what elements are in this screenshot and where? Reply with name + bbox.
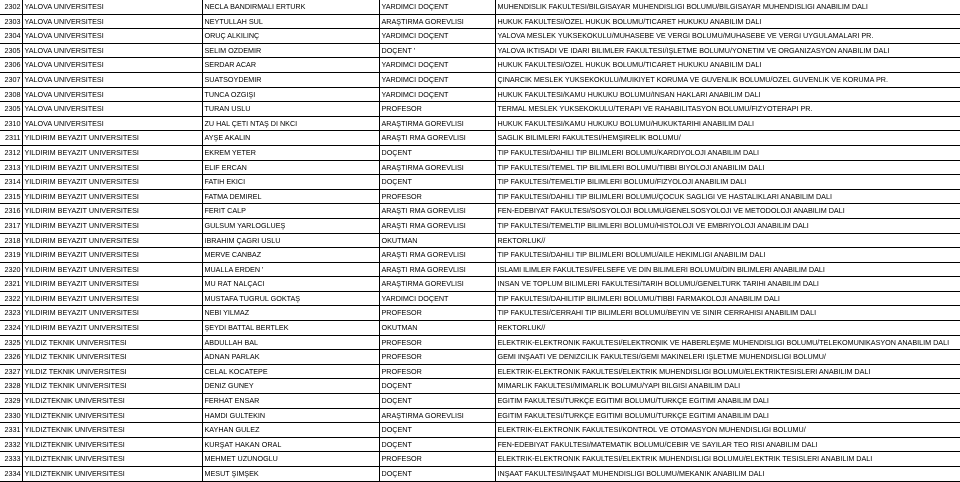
table-row	[0, 335, 960, 350]
table-row	[0, 233, 960, 248]
academic-title-cell: ARAŞTIRMA GOREVLISI	[379, 277, 495, 292]
row-number-cell: 2320	[0, 262, 22, 277]
university-cell: YILDIZTEKNIK UNIVERSITESI	[22, 394, 202, 409]
department-cell: GEMI INŞAATI VE DENIZCILIK FAKULTESI/GEMI MAKINELERI IŞLETME MUHENDISLIGI BOLUMU/	[495, 350, 960, 365]
table-row	[0, 452, 960, 467]
row-number-cell: 2312	[0, 145, 22, 160]
table-row	[0, 102, 960, 117]
person-name-cell: GULSUM YARLOGLUEŞ	[202, 218, 379, 233]
academic-title-cell: ARAŞTI RMA GOREVLISI	[379, 204, 495, 219]
row-number-cell: 2305	[0, 102, 22, 117]
academic-title-cell: OKUTMAN	[379, 233, 495, 248]
person-name-cell: HAMDI GULTEKIN	[202, 408, 379, 423]
university-cell: YILDIRIM BEYAZIT UNIVERSITESI	[22, 145, 202, 160]
university-cell: YILDIZTEKNIK UNIVERSITESI	[22, 452, 202, 467]
university-cell: YALOVA UNIVERSITESI	[22, 116, 202, 131]
academic-title-cell: DOÇENT '	[379, 43, 495, 58]
person-name-cell: TUNCA OZGIŞI	[202, 87, 379, 102]
row-number-cell: 2334	[0, 467, 22, 482]
table-row	[0, 175, 960, 190]
department-cell: YALOVA MESLEK YUKSEKOKULU/MUHASEBE VE VERGI BOLUMU/MUHASEBE VE VERGI UYGULAMALARI PR.	[495, 29, 960, 44]
table-row	[0, 277, 960, 292]
person-name-cell: MERVE CANBAZ	[202, 248, 379, 263]
row-number-cell: 2316	[0, 204, 22, 219]
university-cell: YILDIRIM BEYAZIT UNIVERSITESI	[22, 189, 202, 204]
table-row	[0, 408, 960, 423]
person-name-cell: ZU HAL ÇETI NTAŞ DI NKCI	[202, 116, 379, 131]
table-row	[0, 218, 960, 233]
department-cell: TIP FAKULTESI/TEMELTIP BILIMLERI BOLUMU/FIZYOLOJI ANABILIM DALI	[495, 175, 960, 190]
row-number-cell: 2327	[0, 364, 22, 379]
row-number-cell: 2308	[0, 87, 22, 102]
academic-title-cell: YARDIMCI DOÇENT	[379, 291, 495, 306]
university-cell: YALOVA UNIVERSITESI	[22, 87, 202, 102]
person-name-cell: KAYHAN GULEZ	[202, 423, 379, 438]
academic-title-cell: DOÇENT	[379, 175, 495, 190]
university-cell: YILDIZTEKNIK UNIVERSITESI	[22, 423, 202, 438]
department-cell: TIP FAKULTESI/TEMELTIP BILIMLERI BOLUMU/HISTOLOJI VE EMBRIYOLOJI ANABILIM DALI	[495, 218, 960, 233]
department-cell: ELEKTRIK-ELEKTRONIK FAKULTESI/ELEKTRIK MUHENDISLIGI BOLUMU/ELEKTRIKTESISLERI ANABILIM DALI	[495, 364, 960, 379]
department-cell: TIP FAKULTESI/DAHILI TIP BILIMLERI BOLUMU/ÇOCUK SAGLIGI VE HASTALIKLARI ANABILIM DALI	[495, 189, 960, 204]
academic-title-cell: PROFESOR	[379, 102, 495, 117]
academic-title-cell: PROFESOR	[379, 350, 495, 365]
person-name-cell: CELAL KOCATEPE	[202, 364, 379, 379]
person-name-cell: DENIZ GUNEY	[202, 379, 379, 394]
academic-title-cell: DOÇENT	[379, 394, 495, 409]
academic-title-cell: DOÇENT	[379, 437, 495, 452]
academic-title-cell: PROFESOR	[379, 306, 495, 321]
person-name-cell: FATIH EKICI	[202, 175, 379, 190]
table-row	[0, 43, 960, 58]
department-cell: TIP FAKULTESI/DAHILITIP BILIMLERI BOLUMU/TIBBI FARMAKOLOJI ANABILIM DALI	[495, 291, 960, 306]
row-number-cell: 2305	[0, 43, 22, 58]
table-row	[0, 437, 960, 452]
academic-title-cell: PROFESOR	[379, 335, 495, 350]
department-cell: YALOVA IKTISADI VE IDARI BILIMLER FAKULTESI/IŞLETME BOLUMU/YONETIM VE ORGANIZASYON ANABILIM DALI	[495, 43, 960, 58]
department-cell: TIP FAKULTESI/DAHILI TIP BILIMLERI BOLUMU/AILE HEKIMLIGI ANABILIM DALI	[495, 248, 960, 263]
person-name-cell: NECLA BANDIRMALI ERTURK	[202, 0, 379, 14]
academic-title-cell: DOÇENT	[379, 467, 495, 482]
person-name-cell: ELIF ERCAN	[202, 160, 379, 175]
row-number-cell: 2322	[0, 291, 22, 306]
table-row	[0, 364, 960, 379]
person-name-cell: MESUT ŞIMŞEK	[202, 467, 379, 482]
department-cell: EGITIM FAKULTESI/TURKÇE EGITIMI BOLUMU/TURKÇE EGITIMI ANABILIM DALI	[495, 408, 960, 423]
person-name-cell: KURŞAT HAKAN ORAL	[202, 437, 379, 452]
row-number-cell: 2302	[0, 0, 22, 14]
row-number-cell: 2330	[0, 408, 22, 423]
person-name-cell: ADNAN PARLAK	[202, 350, 379, 365]
university-cell: YILDIRIM BEYAZIT UNIVERSITESI	[22, 160, 202, 175]
row-number-cell: 2321	[0, 277, 22, 292]
table-row	[0, 87, 960, 102]
row-number-cell: 2323	[0, 306, 22, 321]
department-cell: TIP FAKULTESI/TEMEL TIP BILIMLERI BOLUMU/TIBBI BIYOLOJI ANABILIM DALI	[495, 160, 960, 175]
department-cell: ISLAMI ILIMLER FAKULTESI/FELSEFE VE DIN BILIMLERI BOLUMU/DIN BILIMLERI ANABILIM DALI	[495, 262, 960, 277]
table-row	[0, 394, 960, 409]
person-name-cell: EKREM YETER	[202, 145, 379, 160]
academic-title-cell: DOÇENT	[379, 145, 495, 160]
row-number-cell: 2318	[0, 233, 22, 248]
row-number-cell: 2307	[0, 72, 22, 87]
university-cell: YILDIZTEKNIK UNIVERSITESI	[22, 467, 202, 482]
table-row	[0, 204, 960, 219]
academic-title-cell: YARDIMCI DOÇENT	[379, 72, 495, 87]
university-cell: YALOVA UNIVERSITESI	[22, 29, 202, 44]
person-name-cell: SUATSOYDEMIR	[202, 72, 379, 87]
university-cell: YILDIRIM BEYAZIT UNIVERSITESI	[22, 321, 202, 336]
row-number-cell: 2324	[0, 321, 22, 336]
row-number-cell: 2303	[0, 14, 22, 29]
university-cell: YILDIRIM BEYAZIT UNIVERSITESI	[22, 291, 202, 306]
university-cell: YILDIRIM BEYAZIT UNIVERSITESI	[22, 233, 202, 248]
university-cell: YALOVA UNIVERSITESI	[22, 14, 202, 29]
table-row	[0, 291, 960, 306]
person-name-cell: IBRAHIM ÇAGRI USLU	[202, 233, 379, 248]
academic-title-cell: DOÇENT	[379, 379, 495, 394]
department-cell: TERMAL MESLEK YUKSEKOKULU/TERAPI VE RAHABILITASYON BOLUMU/FIZYOTERAPI PR.	[495, 102, 960, 117]
academic-title-cell: YARDIMCI DOÇENT	[379, 29, 495, 44]
row-number-cell: 2314	[0, 175, 22, 190]
table-row	[0, 131, 960, 146]
table-row	[0, 116, 960, 131]
university-cell: YILDIZTEKNIK UNIVERSITESI	[22, 437, 202, 452]
table-row	[0, 350, 960, 365]
table-row	[0, 262, 960, 277]
department-cell: HUKUK FAKULTESI/OZEL HUKUK BOLUMU/TICARET HUKUKU ANABILIM DALI	[495, 58, 960, 73]
person-name-cell: MEHMET UZUNOGLU	[202, 452, 379, 467]
person-name-cell: SELIM OZDEMIR	[202, 43, 379, 58]
academic-title-cell: ARAŞTIRMA GOREVLISI	[379, 14, 495, 29]
row-number-cell: 2310	[0, 116, 22, 131]
department-cell: EGITIM FAKULTESI/TURKÇE EGITIMI BOLUMU/TURKÇE EGITIMI ANABILIM DALI	[495, 394, 960, 409]
row-number-cell: 2325	[0, 335, 22, 350]
department-cell: ELEKTRIK-ELEKTRONIK FAKULTESI/KONTROL VE OTOMASYON MUHENDISLIGI BOLUMU/	[495, 423, 960, 438]
academic-title-cell: PROFESOR	[379, 364, 495, 379]
person-name-cell: MU RAT NALÇACI	[202, 277, 379, 292]
academic-title-cell: YARDIMCI DOÇENT	[379, 58, 495, 73]
university-cell: YILDIRIM BEYAZIT UNIVERSITESI	[22, 175, 202, 190]
university-cell: YILDIZ TEKNIK UNIVERSITESI	[22, 350, 202, 365]
person-name-cell: ŞEYDI BATTAL BERTLEK	[202, 321, 379, 336]
table-row	[0, 306, 960, 321]
department-cell: SAGLIK BILIMLERI FAKULTESI/HEMŞIRELIK BOLUMU/	[495, 131, 960, 146]
person-name-cell: ORUÇ ALKILINÇ	[202, 29, 379, 44]
person-name-cell: MUALLA ERDEN '	[202, 262, 379, 277]
table-row	[0, 0, 960, 14]
row-number-cell: 2328	[0, 379, 22, 394]
table-row	[0, 58, 960, 73]
university-cell: YILDIRIM BEYAZIT UNIVERSITESI	[22, 277, 202, 292]
table-row	[0, 14, 960, 29]
department-cell: MIMARLIK FAKULTESI/MIMARLIK BOLUMU/YAPI BILGISI ANABILIM DALI	[495, 379, 960, 394]
department-cell: FEN-EDEBIYAT FAKULTESI/MATEMATIK BOLUMU/CEBIR VE SAYILAR TEO RISI ANABILIM DALI	[495, 437, 960, 452]
row-number-cell: 2319	[0, 248, 22, 263]
row-number-cell: 2313	[0, 160, 22, 175]
table-row	[0, 423, 960, 438]
department-cell: INŞAAT FAKULTESI/INŞAAT MUHENDISLIGI BOLUMU/MEKANIK ANABILIM DALI	[495, 467, 960, 482]
row-number-cell: 2329	[0, 394, 22, 409]
university-cell: YALOVA UNIVERSITESI	[22, 0, 202, 14]
row-number-cell: 2317	[0, 218, 22, 233]
university-cell: YILDIZ TEKNIK UNIVERSITESI	[22, 364, 202, 379]
person-name-cell: ABDULLAH BAL	[202, 335, 379, 350]
academic-title-cell: ARAŞTIRMA GOREVLISI	[379, 160, 495, 175]
academic-title-cell: PROFESOR	[379, 189, 495, 204]
academic-title-cell: ARAŞTI RMA GOREVLISI	[379, 262, 495, 277]
table-row	[0, 72, 960, 87]
row-number-cell: 2326	[0, 350, 22, 365]
university-cell: YILDIRIM BEYAZIT UNIVERSITESI	[22, 218, 202, 233]
row-number-cell: 2306	[0, 58, 22, 73]
university-cell: YILDIZ TEKNIK UNIVERSITESI	[22, 379, 202, 394]
table-row	[0, 248, 960, 263]
department-cell: INSAN VE TOPLUM BILIMLERI FAKULTESI/TARIH BOLUMU/GENELTURK TARIHI ANABILIM DALI	[495, 277, 960, 292]
academic-title-cell: OKUTMAN	[379, 321, 495, 336]
university-cell: YALOVA UNIVERSITESI	[22, 43, 202, 58]
person-name-cell: NEBI YILMAZ	[202, 306, 379, 321]
university-cell: YILDIRIM BEYAZIT UNIVERSITESI	[22, 131, 202, 146]
university-cell: YILDIRIM BEYAZIT UNIVERSITESI	[22, 262, 202, 277]
university-cell: YILDIRIM BEYAZIT UNIVERSITESI	[22, 204, 202, 219]
academic-title-cell: PROFESOR	[379, 452, 495, 467]
academic-title-cell: ARAŞTI RMA GOREVLISI	[379, 218, 495, 233]
row-number-cell: 2331	[0, 423, 22, 438]
department-cell: HUKUK FAKULTESI/KAMU HUKUKU BOLUMU/INSAN HAKLARI ANABILIM DALI	[495, 87, 960, 102]
academic-title-cell: YARDIMCI DOÇENT	[379, 87, 495, 102]
department-cell: MUHENDISLIK FAKULTESI/BILGISAYAR MUHENDISLIGI BOLUMU/BILGISAYAR MUHENDISLIGI ANABILIM DALI	[495, 0, 960, 14]
department-cell: ELEKTRIK-ELEKTRONIK FAKULTESI/ELEKTRONIK VE HABERLEŞME MUHENDISLIGI BOLUMU/TELEKOMUNIKASYON ANABILIM DALI	[495, 335, 960, 350]
department-cell: REKTORLUK//	[495, 233, 960, 248]
academic-title-cell: ARAŞTI RMA GOREVLISI	[379, 131, 495, 146]
department-cell: TIP FAKULTESI/CERRAHI TIP BILIMLERI BOLUMU/BEYIN VE SINIR CERRAHISI ANABILIM DALI	[495, 306, 960, 321]
person-name-cell: AYŞE AKALIN	[202, 131, 379, 146]
person-name-cell: FERHAT ENSAR	[202, 394, 379, 409]
department-cell: ELEKTRIK-ELEKTRONIK FAKULTESI/ELEKTRIK MUHENDISLIGI BOLUMU/ELEKTRIK TESISLERI ANABILIM DALI	[495, 452, 960, 467]
university-cell: YILDIZ TEKNIK UNIVERSITESI	[22, 335, 202, 350]
department-cell: ÇINARCIK MESLEK YUKSEKOKULU/MUIKIYET KORUMA VE GUVENLIK BOLUMU/OZEL GUVENLIK VE KORUMA PR.	[495, 72, 960, 87]
table-row	[0, 160, 960, 175]
person-name-cell: SERDAR ACAR	[202, 58, 379, 73]
person-name-cell: FERIT CALP	[202, 204, 379, 219]
row-number-cell: 2333	[0, 452, 22, 467]
university-cell: YALOVA UNIVERSITESI	[22, 102, 202, 117]
person-name-cell: MUSTAFA TUGRUL GOKTAŞ	[202, 291, 379, 306]
table-row	[0, 189, 960, 204]
academic-title-cell: DOÇENT	[379, 423, 495, 438]
university-cell: YILDIRIM BEYAZIT UNIVERSITESI	[22, 306, 202, 321]
table-row	[0, 321, 960, 336]
department-cell: HUKUK FAKULTESI/OZEL HUKUK BOLUMU/TICARET HUKUKU ANABILIM DALI	[495, 14, 960, 29]
academic-title-cell: ARAŞTIRMA GOREVLISI	[379, 408, 495, 423]
table-row	[0, 29, 960, 44]
row-number-cell: 2304	[0, 29, 22, 44]
department-cell: TIP FAKULTESI/DAHILI TIP BILIMLERI BOLUMU/KARDIYOLOJI ANABILIM DALI	[495, 145, 960, 160]
person-name-cell: TURAN USLU	[202, 102, 379, 117]
row-number-cell: 2315	[0, 189, 22, 204]
university-cell: YALOVA UNIVERSITESI	[22, 58, 202, 73]
department-cell: REKTORLUK//	[495, 321, 960, 336]
table-row	[0, 379, 960, 394]
academic-title-cell: ARAŞTI RMA GOREVLISI	[379, 248, 495, 263]
person-name-cell: FATMA DEMIREL	[202, 189, 379, 204]
person-name-cell: NEYTULLAH SUL	[202, 14, 379, 29]
university-cell: YILDIRIM BEYAZIT UNIVERSITESI	[22, 248, 202, 263]
academic-title-cell: YARDIMCI DOÇENT	[379, 0, 495, 14]
table-row	[0, 145, 960, 160]
academic-title-cell: ARAŞTIRMA GOREVLISI	[379, 116, 495, 131]
department-cell: FEN-EDEBIYAT FAKULTESI/SOSYOLOJI BOLUMU/GENELSOSYOLOJI VE METODOLOJI ANABILIM DALI	[495, 204, 960, 219]
row-number-cell: 2311	[0, 131, 22, 146]
department-cell: HUKUK FAKULTESI/KAMU HUKUKU BOLUMU/HUKUKTARIHI ANABILIM DALI	[495, 116, 960, 131]
university-cell: YALOVA UNIVERSITESI	[22, 72, 202, 87]
row-number-cell: 2332	[0, 437, 22, 452]
university-cell: YILDIZTEKNIK UNIVERSITESI	[22, 408, 202, 423]
